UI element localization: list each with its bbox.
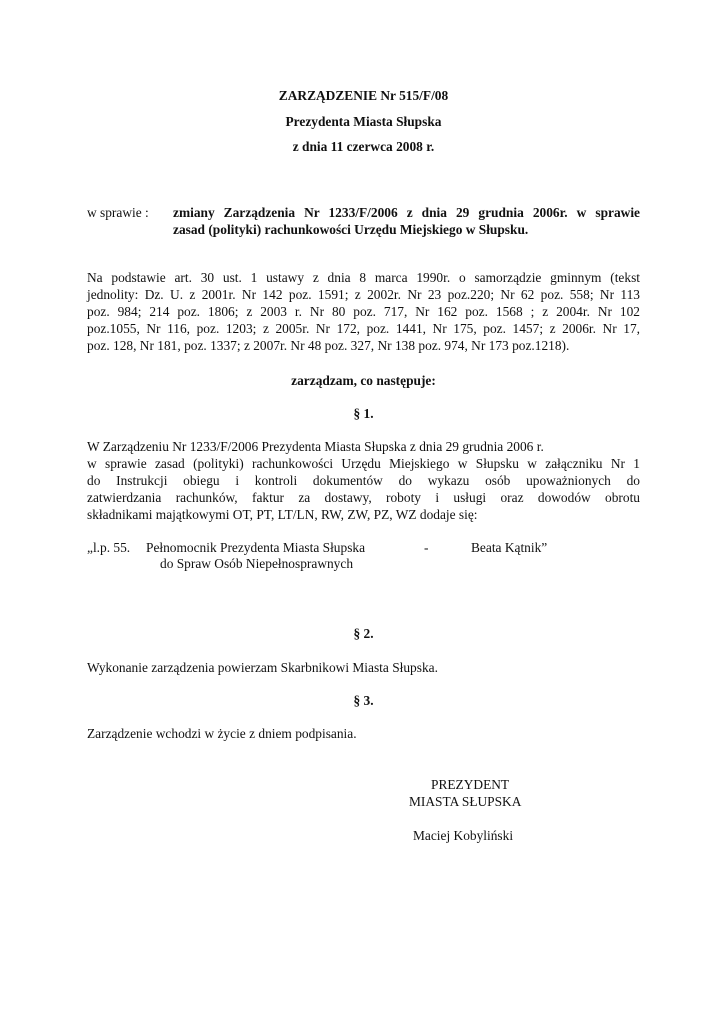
document-date: z dnia 11 czerwca 2008 r. [292,139,435,154]
subject-label: w sprawie : [87,205,149,220]
subject-line-2: zasad (polityki) rachunkowości Urzędu Miejskiego w Słupsku. [173,222,529,237]
entry-position-line-2: do Spraw Osób Niepełnosprawnych [160,556,354,571]
section-1-line-4: zatwierdzania rachunków, faktur za dostawy, roboty i usługi oraz dowodów obrotu [87,490,640,505]
legal-basis-line-1: Na podstawie art. 30 ust. 1 ustawy z dnia 8 marca 1990r. o samorządzie gminnym (tekst [87,270,640,285]
section-1-line-1: W Zarządzeniu Nr 1233/F/2006 Prezydenta Miasta Słupska z dnia 29 grudnia 2006 r. [87,439,544,454]
section-3-text: Zarządzenie wchodzi w życie z dniem podpisania. [87,726,357,741]
signature-name: Maciej Kobyliński [413,828,514,843]
legal-basis-line-5: poz. 128, Nr 181, poz. 1337; z 2007r. Nr 48 poz. 327, Nr 138 poz. 974, Nr 173 poz.1218). [87,338,570,353]
subject-line-1: zmiany Zarządzenia Nr 1233/F/2006 z dnia 29 grudnia 2006r. w sprawie [173,205,640,220]
section-1-line-5: składnikami majątkowymi OT, PT, LT/LN, RW, ZW, PZ, WZ dodaje się: [87,507,478,522]
document-title: ZARZĄDZENIE Nr 515/F/08 [278,88,449,103]
section-1-line-2: w sprawie zasad (polityki) rachunkowości Urzędu Miejskiego w Słupsku w załączniku Nr 1 [87,456,640,471]
entry-person: Beata Kątnik” [471,540,548,555]
section-2-text: Wykonanie zarządzenia powierzam Skarbnikowi Miasta Słupska. [87,660,438,675]
section-2-heading: § 2. [353,626,374,641]
legal-basis-line-3: poz. 984; 214 poz. 1806; z 2003 r. Nr 80 poz. 717, Nr 162 poz. 1568 ; z 2004r. Nr 102 [87,304,640,319]
entry-number: „l.p. 55. [87,540,131,555]
section-1-heading: § 1. [353,406,374,421]
decree-phrase: zarządzam, co następuje: [291,373,436,388]
signature-title-line-1: PREZYDENT [431,777,510,792]
legal-basis-line-2: jednolity: Dz. U. z 2001r. Nr 142 poz. 1591; z 2002r. Nr 23 poz.220; Nr 62 poz. 558; Nr 113 [87,287,640,302]
entry-dash: - [424,540,429,555]
document-issuer: Prezydenta Miasta Słupska [285,114,442,129]
entry-position-line-1: Pełnomocnik Prezydenta Miasta Słupska [146,540,366,555]
signature-title-line-2: MIASTA SŁUPSKA [409,794,522,809]
section-1-line-3: do Instrukcji obiegu i kontroli dokumentów do wykazu osób upoważnionych do [87,473,640,488]
legal-basis-line-4: poz.1055, Nr 116, poz. 1203; z 2005r. Nr 172, poz. 1441, Nr 175, poz. 1457; z 2006r. Nr 17, [87,321,640,336]
section-3-heading: § 3. [353,693,374,708]
